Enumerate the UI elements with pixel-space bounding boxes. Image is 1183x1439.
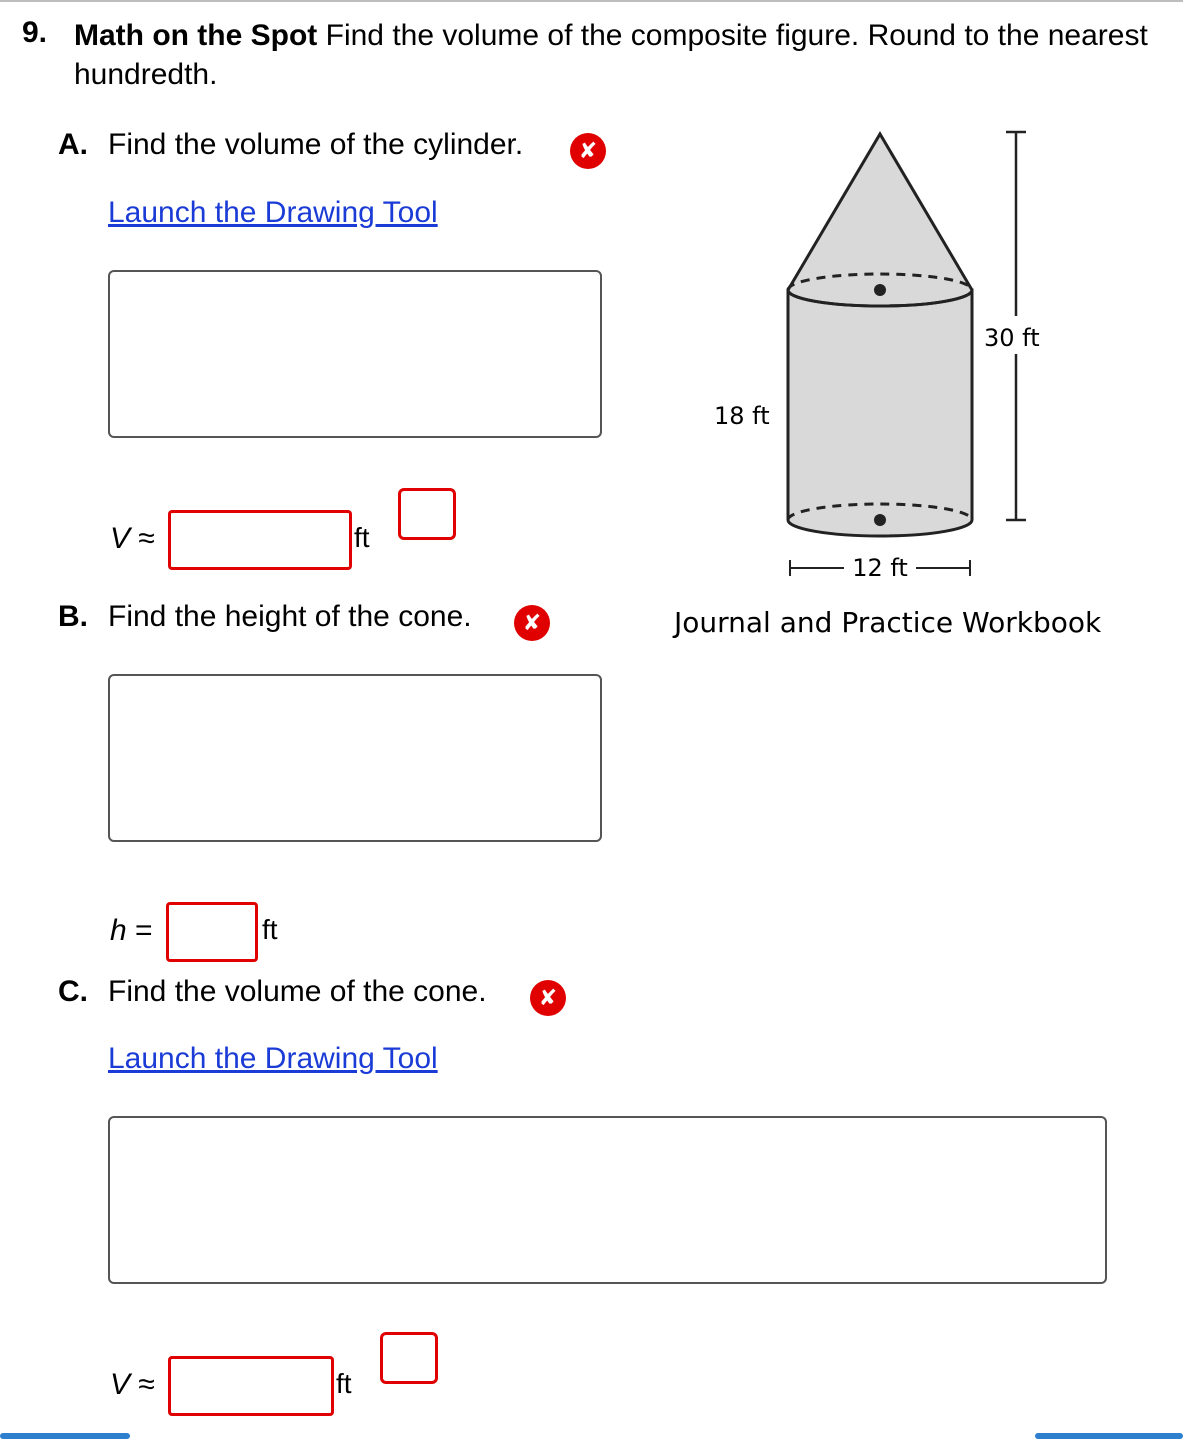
bottom-bar-right	[1035, 1433, 1183, 1439]
part-a-unit: ft	[354, 522, 370, 553]
question-number: 9.	[22, 16, 48, 49]
part-b-variable: h	[110, 914, 127, 947]
composite-figure	[700, 120, 1080, 590]
part-a-prompt: Find the volume of the cylinder.	[108, 128, 524, 161]
bottom-center-point	[874, 514, 886, 526]
part-a-variable: V	[110, 522, 131, 555]
part-a-unit-exponent-input[interactable]	[398, 488, 456, 540]
part-c-relation: ≈	[138, 1368, 155, 1401]
part-a-answer-input[interactable]	[168, 510, 352, 570]
part-c-launch-drawing-tool-link[interactable]: Launch the Drawing Tool	[108, 1042, 438, 1075]
part-a-work-area[interactable]	[108, 270, 602, 438]
part-c-unit-exponent-input[interactable]	[380, 1332, 438, 1384]
total-height-label: 30 ft	[984, 324, 1040, 352]
part-b-incorrect-icon: ✘	[514, 605, 550, 641]
part-c-incorrect-icon: ✘	[530, 980, 566, 1016]
part-a-equation	[110, 522, 155, 556]
part-b-unit: ft	[262, 914, 278, 945]
cylinder-body	[788, 290, 972, 536]
part-c-letter: C.	[58, 975, 88, 1008]
part-b-work-area[interactable]	[108, 674, 602, 842]
part-c-equation	[110, 1368, 155, 1402]
part-b-equation	[110, 914, 153, 948]
question-instructions: Find the volume of the composite figure. Round to the nearest hundredth.	[74, 19, 1148, 91]
part-a-relation: ≈	[138, 522, 155, 555]
part-c-variable: V	[110, 1368, 131, 1401]
part-c-work-area[interactable]	[108, 1116, 1107, 1284]
part-a-launch-drawing-tool-link[interactable]: Launch the Drawing Tool	[108, 196, 438, 229]
part-c-answer-input[interactable]	[168, 1356, 334, 1416]
cone	[788, 134, 972, 306]
part-c-prompt: Find the volume of the cone.	[108, 975, 487, 1008]
part-c-unit: ft	[336, 1368, 352, 1399]
part-a-incorrect-icon: ✘	[570, 133, 606, 169]
question-text	[74, 16, 1154, 94]
part-b-prompt: Find the height of the cone.	[108, 600, 472, 633]
question-title: Math on the Spot	[74, 19, 318, 52]
cylinder-height-label: 18 ft	[714, 402, 770, 430]
part-a-letter: A.	[58, 128, 88, 161]
top-center-point	[874, 284, 886, 296]
bottom-bar-left	[0, 1433, 130, 1439]
diameter-label: 12 ft	[852, 554, 908, 582]
part-b-answer-input[interactable]	[166, 902, 258, 962]
top-divider	[0, 0, 1183, 2]
part-b-letter: B.	[58, 600, 88, 633]
part-b-relation: =	[135, 914, 153, 947]
figure-caption: Journal and Practice Workbook	[674, 606, 1102, 639]
